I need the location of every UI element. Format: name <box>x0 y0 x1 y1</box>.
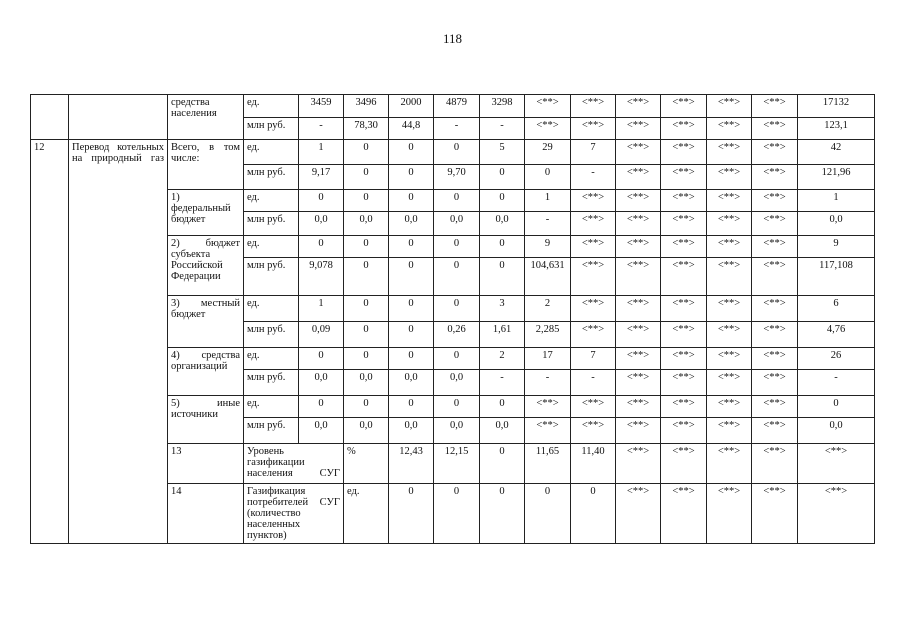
table-cell: 0 <box>480 258 525 296</box>
table-cell: 29 <box>525 140 571 165</box>
table-cell: 2 <box>480 348 525 370</box>
table-cell: <**> <box>752 370 798 396</box>
table-cell: 26 <box>798 348 875 370</box>
table-cell: <**> <box>707 370 752 396</box>
table-cell: 2) бюджет субъекта Российской Федерации <box>168 236 244 296</box>
table-cell: 0 <box>344 348 389 370</box>
table-cell: <**> <box>707 95 752 118</box>
table-cell: <**> <box>661 140 707 165</box>
table-cell: 0 <box>344 322 389 348</box>
table-cell: <**> <box>707 484 752 544</box>
table-cell: <**> <box>752 95 798 118</box>
table-cell: <**> <box>616 118 661 140</box>
table-cell: <**> <box>525 396 571 418</box>
table-cell: 0 <box>434 296 480 322</box>
table-cell: 4,76 <box>798 322 875 348</box>
table-cell: ед. <box>244 236 299 258</box>
table-cell: 0,0 <box>344 418 389 444</box>
table-cell: <**> <box>752 396 798 418</box>
table-cell: 0 <box>525 484 571 544</box>
table-row <box>31 95 875 118</box>
table-cell: <**> <box>616 95 661 118</box>
table-cell <box>31 95 69 140</box>
table-cell: <**> <box>707 348 752 370</box>
table-cell: 3 <box>480 296 525 322</box>
table-cell: <**> <box>571 396 616 418</box>
table-cell: 0 <box>525 165 571 190</box>
table-cell: 0 <box>299 396 344 418</box>
table-cell: <**> <box>525 418 571 444</box>
table-cell: млн руб. <box>244 258 299 296</box>
table-cell: <**> <box>661 118 707 140</box>
table-cell: 1 <box>525 190 571 212</box>
table-cell: <**> <box>571 212 616 236</box>
table-cell: 0 <box>571 484 616 544</box>
table-cell: <**> <box>661 95 707 118</box>
table-cell: <**> <box>661 396 707 418</box>
table-cell: <**> <box>798 444 875 484</box>
table-cell: <**> <box>752 296 798 322</box>
table-cell: 0 <box>389 236 434 258</box>
table-cell: <**> <box>752 140 798 165</box>
table-cell: % <box>344 444 389 484</box>
table-cell: 13 <box>168 444 244 484</box>
table-cell: 121,96 <box>798 165 875 190</box>
table-cell: <**> <box>661 258 707 296</box>
table-row <box>31 140 875 165</box>
table-cell: средства населения <box>168 95 244 140</box>
table-cell: <**> <box>707 418 752 444</box>
table-cell: 0 <box>480 190 525 212</box>
table-cell: Уровень газификации населения СУГ <box>244 444 344 484</box>
table-cell: <**> <box>661 444 707 484</box>
table-cell: млн руб. <box>244 322 299 348</box>
table-cell: 78,30 <box>344 118 389 140</box>
table-cell: <**> <box>752 118 798 140</box>
table-cell: 0 <box>389 348 434 370</box>
table-cell: 0 <box>344 165 389 190</box>
table-cell: 1,61 <box>480 322 525 348</box>
table-cell: <**> <box>616 322 661 348</box>
table-cell: 12 <box>31 140 69 544</box>
table-cell: <**> <box>616 236 661 258</box>
table-cell: <**> <box>752 190 798 212</box>
table-cell: <**> <box>571 95 616 118</box>
table-cell: 6 <box>798 296 875 322</box>
table-cell: <**> <box>571 118 616 140</box>
table-cell: <**> <box>616 418 661 444</box>
table-cell: 0 <box>434 258 480 296</box>
table-cell: Всего, в том числе: <box>168 140 244 190</box>
table-cell: 0,0 <box>389 212 434 236</box>
table-cell: 0 <box>389 258 434 296</box>
table-cell: - <box>480 370 525 396</box>
table-cell: 1 <box>299 140 344 165</box>
table-cell: <**> <box>752 444 798 484</box>
table-cell: млн руб. <box>244 165 299 190</box>
table-cell: <**> <box>616 370 661 396</box>
table-cell: 1 <box>299 296 344 322</box>
table-cell: <**> <box>616 348 661 370</box>
table-cell: <**> <box>798 484 875 544</box>
table-cell: ед. <box>244 296 299 322</box>
table-cell: <**> <box>525 95 571 118</box>
table-cell: 1) федеральный бюджет <box>168 190 244 236</box>
table-cell: 0,0 <box>434 370 480 396</box>
table-cell: <**> <box>752 484 798 544</box>
table-cell: <**> <box>571 258 616 296</box>
table-cell: 117,108 <box>798 258 875 296</box>
table-cell: 0,0 <box>434 418 480 444</box>
table-cell: <**> <box>752 212 798 236</box>
table-cell: <**> <box>661 322 707 348</box>
table-cell: 1 <box>798 190 875 212</box>
table-cell: 0,0 <box>299 212 344 236</box>
table-cell: <**> <box>616 444 661 484</box>
table-cell: Перевод котельных на природный газ <box>69 140 168 544</box>
table-cell: млн руб. <box>244 418 299 444</box>
table-cell: 0 <box>299 348 344 370</box>
table-cell: 0 <box>480 236 525 258</box>
table-cell: 12,43 <box>389 444 434 484</box>
table-cell: <**> <box>571 322 616 348</box>
table-cell: <**> <box>707 322 752 348</box>
table-cell: <**> <box>707 165 752 190</box>
table-cell: <**> <box>616 165 661 190</box>
table-cell: 0 <box>344 236 389 258</box>
table-cell: <**> <box>707 396 752 418</box>
table-cell: 7 <box>571 348 616 370</box>
table-cell: - <box>798 370 875 396</box>
table-cell: млн руб. <box>244 212 299 236</box>
table-cell: 0,0 <box>434 212 480 236</box>
table-cell: 14 <box>168 484 244 544</box>
table-cell: ед. <box>244 140 299 165</box>
table-cell: - <box>525 370 571 396</box>
table-cell: 0 <box>299 190 344 212</box>
table-cell: 0 <box>480 484 525 544</box>
table-cell: 0 <box>389 296 434 322</box>
table-cell: 0,0 <box>480 418 525 444</box>
table-cell: <**> <box>616 484 661 544</box>
table-cell: 9 <box>525 236 571 258</box>
table-cell: - <box>525 212 571 236</box>
table-cell: <**> <box>752 322 798 348</box>
table-cell: млн руб. <box>244 370 299 396</box>
table-cell: <**> <box>707 236 752 258</box>
table-cell: - <box>571 370 616 396</box>
table-cell: 0 <box>344 258 389 296</box>
table-cell: <**> <box>752 236 798 258</box>
table-cell: 11,65 <box>525 444 571 484</box>
table-cell: 9,70 <box>434 165 480 190</box>
table-cell: 7 <box>571 140 616 165</box>
table-cell: <**> <box>661 370 707 396</box>
table-cell: <**> <box>707 212 752 236</box>
table-cell: <**> <box>707 118 752 140</box>
table-cell: 42 <box>798 140 875 165</box>
table-cell: <**> <box>661 190 707 212</box>
table-cell: 5) иные источники <box>168 396 244 444</box>
table-cell: 0,0 <box>344 212 389 236</box>
table-cell: <**> <box>661 418 707 444</box>
table-cell: <**> <box>571 296 616 322</box>
table-cell: <**> <box>616 190 661 212</box>
table-cell: 9,17 <box>299 165 344 190</box>
table-cell: <**> <box>661 484 707 544</box>
table-cell: 0 <box>389 484 434 544</box>
table-cell: 11,40 <box>571 444 616 484</box>
table-cell: <**> <box>661 348 707 370</box>
table-cell: 0 <box>344 140 389 165</box>
table-cell: 0 <box>480 165 525 190</box>
table-cell: 5 <box>480 140 525 165</box>
table-cell: <**> <box>571 190 616 212</box>
table-cell: 2,285 <box>525 322 571 348</box>
table-cell: 0,26 <box>434 322 480 348</box>
table-cell: 9 <box>798 236 875 258</box>
table-cell: <**> <box>661 236 707 258</box>
table-cell: 0 <box>434 484 480 544</box>
table-cell: 0 <box>389 165 434 190</box>
table-cell: <**> <box>752 348 798 370</box>
table-cell: <**> <box>707 296 752 322</box>
table-cell: <**> <box>661 165 707 190</box>
table-cell: 0,0 <box>344 370 389 396</box>
table-cell: 2000 <box>389 95 434 118</box>
table-cell <box>69 95 168 140</box>
table-cell: Газификация потребителей СУГ (количество населенных пунктов) <box>244 484 344 544</box>
table-cell: 0,0 <box>389 418 434 444</box>
table-cell: 17 <box>525 348 571 370</box>
table-cell: <**> <box>752 418 798 444</box>
table-cell: <**> <box>661 212 707 236</box>
table-cell: 104,631 <box>525 258 571 296</box>
table-cell: <**> <box>707 190 752 212</box>
table-cell: 44,8 <box>389 118 434 140</box>
table-cell: 0 <box>798 396 875 418</box>
table-cell: <**> <box>707 444 752 484</box>
table-cell: млн руб. <box>244 118 299 140</box>
table-cell: 0 <box>434 140 480 165</box>
page-number: 118 <box>442 31 463 46</box>
table-cell: <**> <box>616 212 661 236</box>
table-cell: 0 <box>434 348 480 370</box>
table-cell: 123,1 <box>798 118 875 140</box>
table-cell: - <box>480 118 525 140</box>
table-cell: - <box>299 118 344 140</box>
table-cell: 3459 <box>299 95 344 118</box>
table-cell: 0 <box>299 236 344 258</box>
table-cell: ед. <box>244 95 299 118</box>
table-cell: <**> <box>525 118 571 140</box>
table-cell: 0 <box>434 190 480 212</box>
table-cell: ед. <box>244 190 299 212</box>
table-cell: 0 <box>389 190 434 212</box>
table-cell: 2 <box>525 296 571 322</box>
table-cell: <**> <box>616 140 661 165</box>
table-cell: <**> <box>571 236 616 258</box>
table-cell: <**> <box>661 296 707 322</box>
table-cell: 0,0 <box>389 370 434 396</box>
table-cell: 12,15 <box>434 444 480 484</box>
table-cell: <**> <box>616 396 661 418</box>
table-cell: 0 <box>344 396 389 418</box>
table-cell: 0 <box>344 296 389 322</box>
table-cell: <**> <box>707 258 752 296</box>
table-cell: 0 <box>389 396 434 418</box>
table-cell: ед. <box>244 348 299 370</box>
table-cell: 9,078 <box>299 258 344 296</box>
table-cell: ед. <box>344 484 389 544</box>
data-table <box>30 94 875 544</box>
table-cell: <**> <box>707 140 752 165</box>
table-cell: <**> <box>616 296 661 322</box>
table-cell: 3) местный бюджет <box>168 296 244 348</box>
table-cell: 0,0 <box>299 370 344 396</box>
table-cell: - <box>434 118 480 140</box>
table-cell: 0,0 <box>798 212 875 236</box>
table-cell: ед. <box>244 396 299 418</box>
table-cell: 0 <box>434 396 480 418</box>
table-cell: 0 <box>389 140 434 165</box>
table-cell: - <box>571 165 616 190</box>
table-cell: 4) средства организаций <box>168 348 244 396</box>
table-cell: 0,0 <box>299 418 344 444</box>
table-cell: 4879 <box>434 95 480 118</box>
table-cell: 0 <box>389 322 434 348</box>
table-cell: <**> <box>616 258 661 296</box>
table-cell: <**> <box>571 418 616 444</box>
table-cell: 3298 <box>480 95 525 118</box>
table-cell: 0,0 <box>480 212 525 236</box>
table-cell: <**> <box>752 165 798 190</box>
table-cell: 0,0 <box>798 418 875 444</box>
table-cell: 0 <box>434 236 480 258</box>
table-cell: 0,09 <box>299 322 344 348</box>
table-cell: 17132 <box>798 95 875 118</box>
table-cell: <**> <box>752 258 798 296</box>
table-cell: 0 <box>480 444 525 484</box>
table-cell: 0 <box>344 190 389 212</box>
table-cell: 0 <box>480 396 525 418</box>
table-cell: 3496 <box>344 95 389 118</box>
